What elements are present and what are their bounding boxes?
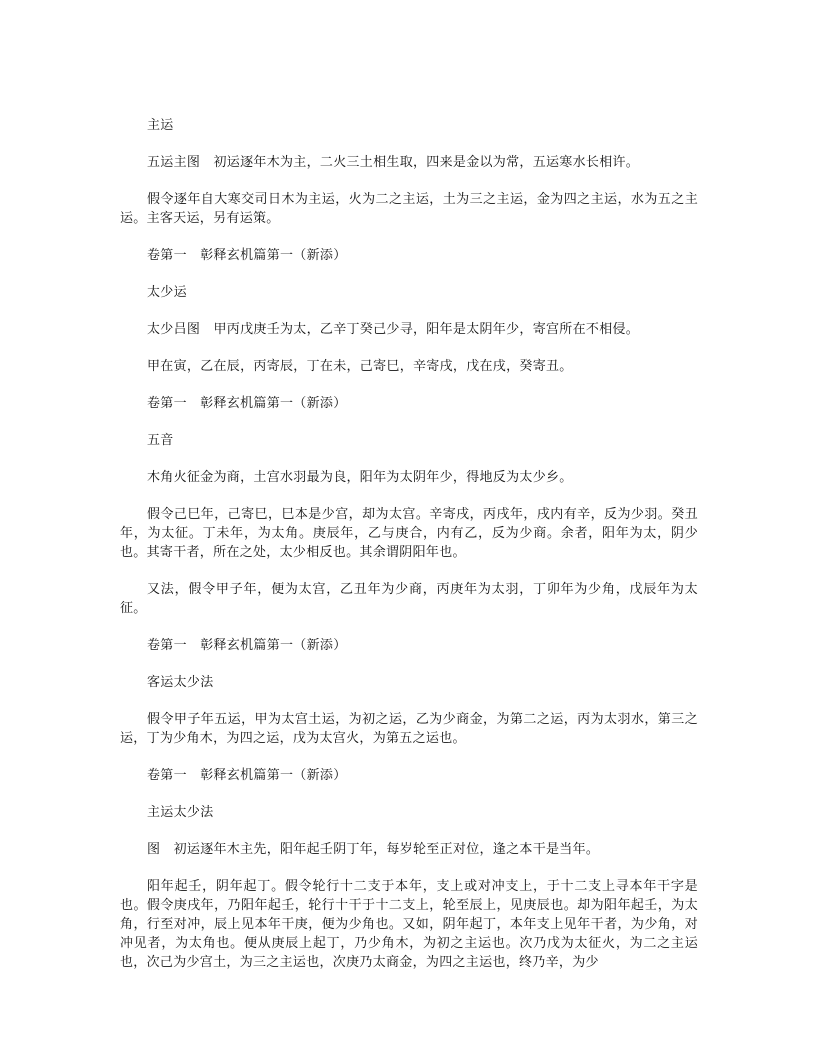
paragraph-alternate-method: 又法，假令甲子年，便为太宫，乙丑年为少商，丙庚年为太羽，丁卯年为少角，戊辰年为太征。 bbox=[120, 582, 698, 616]
chapter-heading: 卷第一 彰释玄机篇第一（新添） bbox=[147, 768, 347, 783]
paragraph-five-movements-chart: 五运主图 初运逐年木为主，二火三土相生取，四来是金以为常，五运寒水长相许。 bbox=[147, 155, 640, 170]
paragraph-main-movement-verse: 图 初运逐年木主先，阳年起壬阴丁年，每岁轮至正对位，逢之本干是当年。 bbox=[147, 842, 600, 857]
section-heading-main-movement: 主运 bbox=[147, 118, 174, 133]
section-heading-main-movement-tai-shao: 主运太少法 bbox=[147, 805, 214, 820]
section-heading-tai-shao: 太少运 bbox=[147, 285, 187, 300]
paragraph-stem-positions: 甲在寅，乙在辰，丙寄辰，丁在未，己寄巳，辛寄戌，戊在戌，癸寄丑。 bbox=[147, 359, 573, 374]
section-heading-five-tones: 五音 bbox=[147, 433, 174, 448]
chapter-heading: 卷第一 彰释玄机篇第一（新添） bbox=[147, 638, 347, 653]
paragraph-tai-shao-chart: 太少吕图 甲丙戊庚壬为太，乙辛丁癸己少寻，阳年是太阴年少，寄宫所在不相侵。 bbox=[147, 322, 640, 337]
paragraph-five-tones-example: 假令己巳年，己寄巳，巳本是少宫，却为太宫。辛寄戌，丙戌年，戌内有辛，反为少羽。癸丑年，为太征。丁未年，为太角。庚辰年，乙与庚合，内有乙，反为少商。余者，阳年为太，阴少也。其寄干者，所在之处，太少相反也。其余谓阴阳年也。 bbox=[120, 507, 698, 560]
paragraph-main-movement-explanation: 阳年起壬，阴年起丁。假令轮行十二支于本年，支上或对冲支上，于十二支上寻本年干字是也。假令庚戌年，乃阳年起壬，轮行十干于十二支上，轮至辰上，见庚辰也。却为阳年起壬，为太角，行至对冲，辰上见本年干庚，便为少角也。又如，阴年起丁，本年支上见年干者，为少角，对冲见者，为太角也。便从庚辰上起丁，乃少角木，为初之主运也。次乃戊为太征火，为二之主运也，次己为少宫土，为三之主运也，次庚乃太商金，为四之主运也，终乃辛，为少 bbox=[120, 879, 698, 970]
chapter-heading: 卷第一 彰释玄机篇第一（新添） bbox=[147, 396, 347, 411]
paragraph-five-tones-verse: 木角火征金为商，土宫水羽最为良，阳年为太阴年少，得地反为太少乡。 bbox=[147, 470, 573, 485]
document-page bbox=[120, 116, 698, 990]
paragraph-guest-movement-example: 假令甲子年五运，甲为太宫土运，为初之运，乙为少商金，为第二之运，丙为太羽水，第三之运，丁为少角木，为四之运，戊为太宫火，为第五之运也。 bbox=[120, 712, 698, 746]
section-heading-guest-movement: 客运太少法 bbox=[147, 675, 214, 690]
chapter-heading: 卷第一 彰释玄机篇第一（新添） bbox=[147, 248, 347, 263]
paragraph-main-movement-example: 假令逐年自大寒交司日木为主运，火为二之主运，土为三之主运，金为四之主运，水为五之主运。主客天运，另有运策。 bbox=[120, 192, 698, 226]
